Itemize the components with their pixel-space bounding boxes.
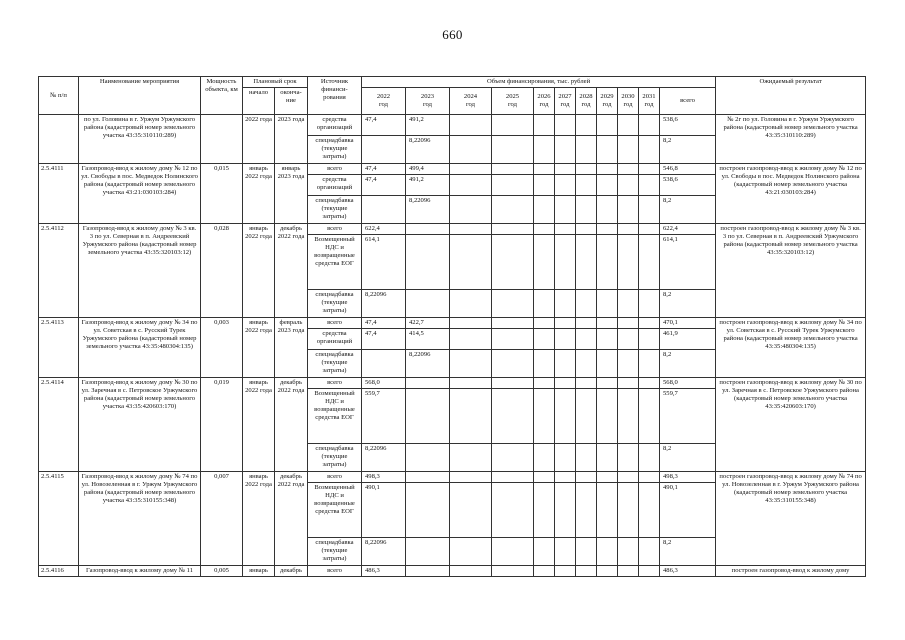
funding-source: спецнадбавка (текущие затраты): [308, 444, 362, 472]
amount-empty: [555, 566, 576, 577]
amount-empty: [534, 378, 555, 389]
expected-result: построен газопровод-ввод к жилому дому: [716, 566, 866, 577]
amount-2023: [406, 483, 450, 538]
amount-empty: [597, 235, 618, 290]
amount-2022: 47,4: [362, 318, 406, 329]
amount-total: 461,9: [660, 329, 716, 350]
amount-empty: [492, 389, 534, 444]
period-start: январь 2022 года: [243, 318, 275, 378]
amount-empty: [555, 224, 576, 235]
amount-empty: [639, 196, 660, 224]
amount-empty: [492, 175, 534, 196]
amount-2022: 47,4: [362, 164, 406, 175]
amount-empty: [597, 566, 618, 577]
amount-empty: [555, 290, 576, 318]
amount-total: 559,7: [660, 389, 716, 444]
amount-empty: [555, 350, 576, 378]
header-total: всего: [660, 88, 716, 115]
amount-empty: [555, 164, 576, 175]
amount-empty: [576, 196, 597, 224]
amount-2023: 491,2: [406, 115, 450, 136]
amount-empty: [534, 235, 555, 290]
amount-2022: [362, 136, 406, 164]
period-end: декабрь: [275, 566, 308, 577]
amount-empty: [534, 566, 555, 577]
header-period: Плановый срок: [243, 77, 308, 88]
amount-empty: [555, 472, 576, 483]
amount-2022: 614,1: [362, 235, 406, 290]
amount-empty: [639, 329, 660, 350]
amount-2022: 622,4: [362, 224, 406, 235]
amount-empty: [639, 175, 660, 196]
amount-empty: [534, 115, 555, 136]
amount-empty: [618, 115, 639, 136]
amount-2023: 8,22096: [406, 136, 450, 164]
amount-empty: [576, 290, 597, 318]
header-period-start: начало: [243, 88, 275, 115]
funding-source: всего: [308, 318, 362, 329]
measure-name: Газопровод-ввод к жилому дому № 74 по ул. Новозеленная в г. Уржум Уржумского района (кадастровый номер земельного участка 43:35:310155:348): [79, 472, 201, 566]
amount-2023: 8,22096: [406, 350, 450, 378]
amount-2022: 47,4: [362, 175, 406, 196]
year-header: 2030 год: [618, 88, 639, 115]
expected-result: построен газопровод-ввод к жилому дому № 3 кв. 3 по ул. Северная в п. Андреевский Уржумского района (кадастровый номер земельного участка 43:35:320103:12): [716, 224, 866, 318]
measure-name: Газопровод-ввод к жилому дому № 11: [79, 566, 201, 577]
amount-empty: [639, 224, 660, 235]
amount-total: 8,2: [660, 136, 716, 164]
amount-empty: [450, 318, 492, 329]
funding-source: спецнадбавка (текущие затраты): [308, 350, 362, 378]
header-capacity: Мощность объекта, км: [201, 77, 243, 115]
amount-2022: 568,0: [362, 378, 406, 389]
year-header: 2027 год: [555, 88, 576, 115]
amount-empty: [450, 235, 492, 290]
amount-empty: [639, 444, 660, 472]
amount-empty: [597, 350, 618, 378]
year-header: 2024 год: [450, 88, 492, 115]
amount-empty: [534, 538, 555, 566]
amount-empty: [597, 224, 618, 235]
amount-empty: [534, 164, 555, 175]
amount-2023: [406, 378, 450, 389]
amount-empty: [492, 538, 534, 566]
amount-empty: [492, 329, 534, 350]
amount-2022: 498,3: [362, 472, 406, 483]
amount-empty: [555, 318, 576, 329]
funding-source: спецнадбавка (текущие затраты): [308, 196, 362, 224]
amount-empty: [597, 444, 618, 472]
period-start: январь 2022 года: [243, 164, 275, 224]
amount-empty: [576, 444, 597, 472]
funding-source: Возмещенный НДС и возвращенные средства ЕОГ: [308, 235, 362, 290]
year-header: 2029 год: [597, 88, 618, 115]
amount-2023: [406, 444, 450, 472]
amount-total: 486,3: [660, 566, 716, 577]
row-number: 2.5.4115: [39, 472, 79, 566]
amount-empty: [618, 175, 639, 196]
amount-2023: [406, 389, 450, 444]
table-header: [39, 77, 866, 115]
amount-empty: [534, 175, 555, 196]
period-start: 2022 года: [243, 115, 275, 164]
amount-2023: 491,2: [406, 175, 450, 196]
amount-total: 538,6: [660, 175, 716, 196]
amount-empty: [576, 329, 597, 350]
amount-empty: [639, 472, 660, 483]
table-row: [39, 472, 866, 483]
amount-2022: 486,3: [362, 566, 406, 577]
amount-empty: [534, 196, 555, 224]
amount-empty: [450, 566, 492, 577]
period-end: 2023 года: [275, 115, 308, 164]
amount-empty: [534, 444, 555, 472]
funding-source: средства организаций: [308, 329, 362, 350]
period-start: январь 2022 года: [243, 378, 275, 472]
amount-empty: [450, 290, 492, 318]
amount-empty: [576, 318, 597, 329]
amount-empty: [450, 224, 492, 235]
amount-empty: [555, 115, 576, 136]
amount-empty: [639, 538, 660, 566]
amount-total: 538,6: [660, 115, 716, 136]
amount-empty: [534, 329, 555, 350]
amount-empty: [618, 378, 639, 389]
funding-source: всего: [308, 224, 362, 235]
amount-total: 8,2: [660, 538, 716, 566]
amount-empty: [492, 566, 534, 577]
table-body: [39, 115, 866, 577]
amount-empty: [597, 389, 618, 444]
amount-2023: [406, 235, 450, 290]
amount-empty: [618, 566, 639, 577]
amount-total: 8,2: [660, 444, 716, 472]
amount-2022: 8,22096: [362, 538, 406, 566]
amount-empty: [618, 290, 639, 318]
amount-empty: [555, 483, 576, 538]
amount-total: 614,1: [660, 235, 716, 290]
amount-total: 8,2: [660, 196, 716, 224]
amount-empty: [597, 115, 618, 136]
amount-total: 546,8: [660, 164, 716, 175]
row-number: 2.5.4112: [39, 224, 79, 318]
capacity-km: 0,019: [201, 378, 243, 472]
amount-empty: [555, 378, 576, 389]
amount-empty: [450, 444, 492, 472]
amount-empty: [450, 472, 492, 483]
amount-empty: [492, 115, 534, 136]
amount-empty: [576, 175, 597, 196]
amount-empty: [618, 389, 639, 444]
amount-2022: 8,22096: [362, 290, 406, 318]
amount-empty: [492, 350, 534, 378]
amount-empty: [576, 483, 597, 538]
funding-source: средства организаций: [308, 175, 362, 196]
amount-empty: [555, 389, 576, 444]
amount-2022: 47,4: [362, 115, 406, 136]
year-header: 2026 год: [534, 88, 555, 115]
amount-empty: [618, 538, 639, 566]
measure-name: по ул. Головина в г. Уржум Уржумского района (кадастровый номер земельного участка 43:35:310110:289): [79, 115, 201, 164]
amount-empty: [618, 444, 639, 472]
year-header: 2022 год: [362, 88, 406, 115]
amount-empty: [576, 235, 597, 290]
amount-empty: [492, 378, 534, 389]
amount-empty: [555, 175, 576, 196]
amount-empty: [555, 196, 576, 224]
amount-empty: [618, 224, 639, 235]
amount-empty: [618, 350, 639, 378]
period-end: февраль 2023 года: [275, 318, 308, 378]
measure-name: Газопровод-ввод к жилому дому № 34 по ул. Советская в с. Русский Турек Уржумского района (кадастровый номер земельного участка 43:35:480304:135): [79, 318, 201, 378]
amount-2023: [406, 472, 450, 483]
capacity-km: 0,003: [201, 318, 243, 378]
capacity-km: 0,007: [201, 472, 243, 566]
row-number: 2.5.4114: [39, 378, 79, 472]
header-result: Ожидаемый результат: [716, 77, 866, 115]
amount-2023: 8,22096: [406, 196, 450, 224]
amount-empty: [534, 472, 555, 483]
amount-2022: 8,22096: [362, 444, 406, 472]
amount-empty: [576, 472, 597, 483]
amount-empty: [450, 378, 492, 389]
period-end: декабрь 2022 года: [275, 378, 308, 472]
measure-name: Газопровод-ввод к жилому дому № 30 по ул. Заречная в с. Петровское Уржумского района (кадастровый номер земельного участка 43:35:420603:170): [79, 378, 201, 472]
year-header: 2025 год: [492, 88, 534, 115]
amount-empty: [576, 378, 597, 389]
period-end: январь 2023 года: [275, 164, 308, 224]
amount-empty: [618, 318, 639, 329]
amount-empty: [450, 350, 492, 378]
period-end: декабрь 2022 года: [275, 472, 308, 566]
amount-empty: [639, 136, 660, 164]
amount-empty: [492, 483, 534, 538]
amount-empty: [597, 136, 618, 164]
amount-empty: [555, 136, 576, 164]
amount-empty: [597, 483, 618, 538]
amount-2023: 422,7: [406, 318, 450, 329]
amount-empty: [639, 290, 660, 318]
header-name: Наименование мероприятия: [79, 77, 201, 115]
amount-empty: [450, 389, 492, 444]
amount-empty: [534, 483, 555, 538]
amount-empty: [618, 483, 639, 538]
amount-empty: [597, 472, 618, 483]
amount-empty: [597, 164, 618, 175]
row-number: [39, 115, 79, 164]
amount-2023: 414,5: [406, 329, 450, 350]
year-header: 2023 год: [406, 88, 450, 115]
amount-empty: [534, 224, 555, 235]
amount-2023: [406, 290, 450, 318]
amount-empty: [618, 235, 639, 290]
row-number: 2.5.4113: [39, 318, 79, 378]
expected-result: № 2г по ул. Головина в г. Уржум Уржумского района (кадастровый номер земельного участка 43:35:310110:289): [716, 115, 866, 164]
funding-source: спецнадбавка (текущие затраты): [308, 136, 362, 164]
amount-total: 470,1: [660, 318, 716, 329]
funding-source: спецнадбавка (текущие затраты): [308, 290, 362, 318]
funding-source: всего: [308, 566, 362, 577]
amount-empty: [639, 164, 660, 175]
amount-empty: [450, 196, 492, 224]
amount-empty: [576, 566, 597, 577]
amount-empty: [492, 196, 534, 224]
amount-empty: [639, 566, 660, 577]
amount-empty: [555, 235, 576, 290]
amount-empty: [492, 444, 534, 472]
amount-empty: [534, 389, 555, 444]
financing-table: [38, 76, 866, 577]
amount-total: 8,2: [660, 350, 716, 378]
amount-empty: [618, 472, 639, 483]
amount-2022: [362, 196, 406, 224]
amount-empty: [576, 115, 597, 136]
amount-empty: [639, 389, 660, 444]
year-header: 2031 год: [639, 88, 660, 115]
expected-result: построен газопровод-ввод к жилому дому № 30 по ул. Заречная в с. Петровское Уржумского района (кадастровый номер земельного участка 43:35:420603:170): [716, 378, 866, 472]
amount-empty: [639, 483, 660, 538]
amount-2022: 559,7: [362, 389, 406, 444]
amount-empty: [597, 329, 618, 350]
capacity-km: 0,028: [201, 224, 243, 318]
amount-empty: [576, 224, 597, 235]
amount-empty: [618, 329, 639, 350]
row-number: 2.5.4111: [39, 164, 79, 224]
capacity-km: 0,005: [201, 566, 243, 577]
table-row: [39, 378, 866, 389]
expected-result: построен газопровод-ввод к жилому дому № 12 по ул. Свободы в пос. Медведок Нолинского района (кадастровый номер земельного участка 43:21:030103:284): [716, 164, 866, 224]
year-header: 2028 год: [576, 88, 597, 115]
header-period-end: оконча-ние: [275, 88, 308, 115]
amount-empty: [597, 318, 618, 329]
amount-2022: [362, 350, 406, 378]
amount-empty: [450, 115, 492, 136]
funding-source: спецнадбавка (текущие затраты): [308, 538, 362, 566]
amount-empty: [555, 538, 576, 566]
period-start: январь: [243, 566, 275, 577]
amount-empty: [534, 318, 555, 329]
amount-total: 498,3: [660, 472, 716, 483]
amount-empty: [597, 378, 618, 389]
amount-empty: [597, 538, 618, 566]
table-row: [39, 318, 866, 329]
amount-2023: [406, 538, 450, 566]
amount-empty: [450, 136, 492, 164]
amount-empty: [555, 329, 576, 350]
measure-name: Газопровод-ввод к жилому дому № 12 по ул. Свободы в пос. Медведок Нолинского района (кадастровый номер земельного участка 43:21:030103:284): [79, 164, 201, 224]
table-row: [39, 115, 866, 136]
amount-empty: [639, 378, 660, 389]
amount-empty: [492, 224, 534, 235]
amount-empty: [450, 483, 492, 538]
amount-total: 622,4: [660, 224, 716, 235]
amount-empty: [492, 235, 534, 290]
amount-empty: [576, 389, 597, 444]
header-funding: Объем финансирования, тыс. рублей: [362, 77, 716, 88]
amount-2022: 47,4: [362, 329, 406, 350]
capacity-km: [201, 115, 243, 164]
page-number: 660: [442, 27, 463, 42]
amount-2023: [406, 224, 450, 235]
table-row: [39, 566, 866, 577]
amount-empty: [492, 318, 534, 329]
funding-source: всего: [308, 378, 362, 389]
expected-result: построен газопровод-ввод к жилому дому № 74 по ул. Новозеленная в г. Уржум Уржумского района (кадастровый номер земельного участка 43:35:310155:348): [716, 472, 866, 566]
amount-empty: [576, 164, 597, 175]
amount-2023: [406, 566, 450, 577]
period-start: январь 2022 года: [243, 472, 275, 566]
amount-empty: [450, 164, 492, 175]
amount-empty: [534, 136, 555, 164]
measure-name: Газопровод-ввод к жилому дому № 3 кв. 3 по ул. Северная в п. Андреевский Уржумского района (кадастровый номер земельного участка 43:35:320103:12): [79, 224, 201, 318]
period-end: декабрь 2022 года: [275, 224, 308, 318]
amount-empty: [450, 538, 492, 566]
amount-empty: [597, 175, 618, 196]
amount-empty: [450, 329, 492, 350]
amount-2022: 490,1: [362, 483, 406, 538]
period-start: январь 2022 года: [243, 224, 275, 318]
header-source: Источник финанси-рования: [308, 77, 362, 115]
amount-empty: [534, 290, 555, 318]
funding-source: Возмещенный НДС и возвращенные средства ЕОГ: [308, 483, 362, 538]
amount-empty: [618, 196, 639, 224]
funding-source: средства организаций: [308, 115, 362, 136]
amount-empty: [576, 538, 597, 566]
amount-empty: [597, 290, 618, 318]
amount-total: 490,1: [660, 483, 716, 538]
amount-empty: [555, 444, 576, 472]
amount-empty: [492, 472, 534, 483]
table-row: [39, 164, 866, 175]
amount-empty: [576, 350, 597, 378]
amount-total: 568,0: [660, 378, 716, 389]
expected-result: построен газопровод-ввод к жилому дому № 34 по ул. Советская в с. Русский Турек Уржумского района (кадастровый номер земельного участка 43:35:480304:135): [716, 318, 866, 378]
funding-source: Возмещенный НДС и возвращенные средства ЕОГ: [308, 389, 362, 444]
table-row: [39, 224, 866, 235]
amount-empty: [492, 164, 534, 175]
funding-source: всего: [308, 164, 362, 175]
amount-empty: [534, 350, 555, 378]
amount-2023: 499,4: [406, 164, 450, 175]
amount-empty: [450, 175, 492, 196]
amount-empty: [597, 196, 618, 224]
amount-empty: [576, 136, 597, 164]
amount-empty: [618, 164, 639, 175]
header-num: № п/п: [39, 77, 79, 115]
amount-empty: [492, 290, 534, 318]
amount-empty: [618, 136, 639, 164]
amount-empty: [639, 115, 660, 136]
amount-empty: [492, 136, 534, 164]
amount-total: 8,2: [660, 290, 716, 318]
row-number: 2.5.4116: [39, 566, 79, 577]
capacity-km: 0,015: [201, 164, 243, 224]
amount-empty: [639, 235, 660, 290]
amount-empty: [639, 350, 660, 378]
amount-empty: [639, 318, 660, 329]
funding-source: всего: [308, 472, 362, 483]
